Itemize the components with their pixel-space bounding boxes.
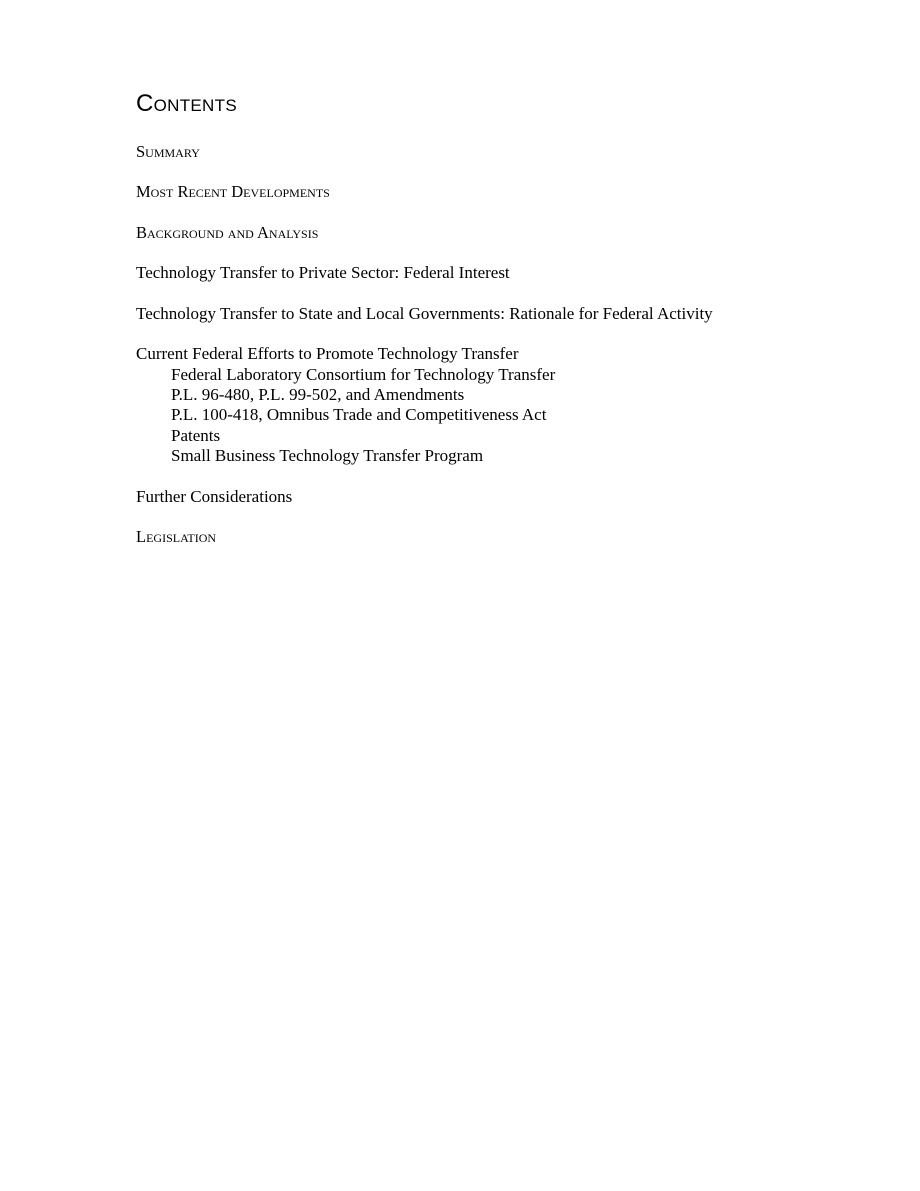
toc-subentry-patents[interactable]: Patents (171, 426, 221, 445)
toc-entry-background-and-analysis[interactable]: Background and Analysis (136, 223, 319, 242)
toc-entry-current-federal-efforts[interactable]: Current Federal Efforts to Promote Technology Transfer (136, 344, 519, 363)
toc-subentry-federal-laboratory-consortium[interactable]: Federal Laboratory Consortium for Technology Transfer (171, 365, 556, 384)
toc-subentry-small-business-program[interactable]: Small Business Technology Transfer Program (171, 446, 484, 465)
toc-entry-legislation[interactable]: Legislation (136, 527, 217, 546)
toc-entry-state-local-governments[interactable]: Technology Transfer to State and Local Governments: Rationale for Federal Activity (136, 304, 713, 323)
toc-subentry-pl-96-480[interactable]: P.L. 96-480, P.L. 99-502, and Amendments (171, 385, 465, 404)
toc-entry-further-considerations[interactable]: Further Considerations (136, 487, 293, 506)
page-title: Contents (136, 90, 237, 117)
toc-entry-summary[interactable]: Summary (136, 142, 200, 161)
toc-subentry-pl-100-418[interactable]: P.L. 100-418, Omnibus Trade and Competitiveness Act (171, 405, 547, 424)
toc-entry-most-recent-developments[interactable]: Most Recent Developments (136, 182, 330, 201)
toc-entry-private-sector[interactable]: Technology Transfer to Private Sector: Federal Interest (136, 263, 510, 282)
